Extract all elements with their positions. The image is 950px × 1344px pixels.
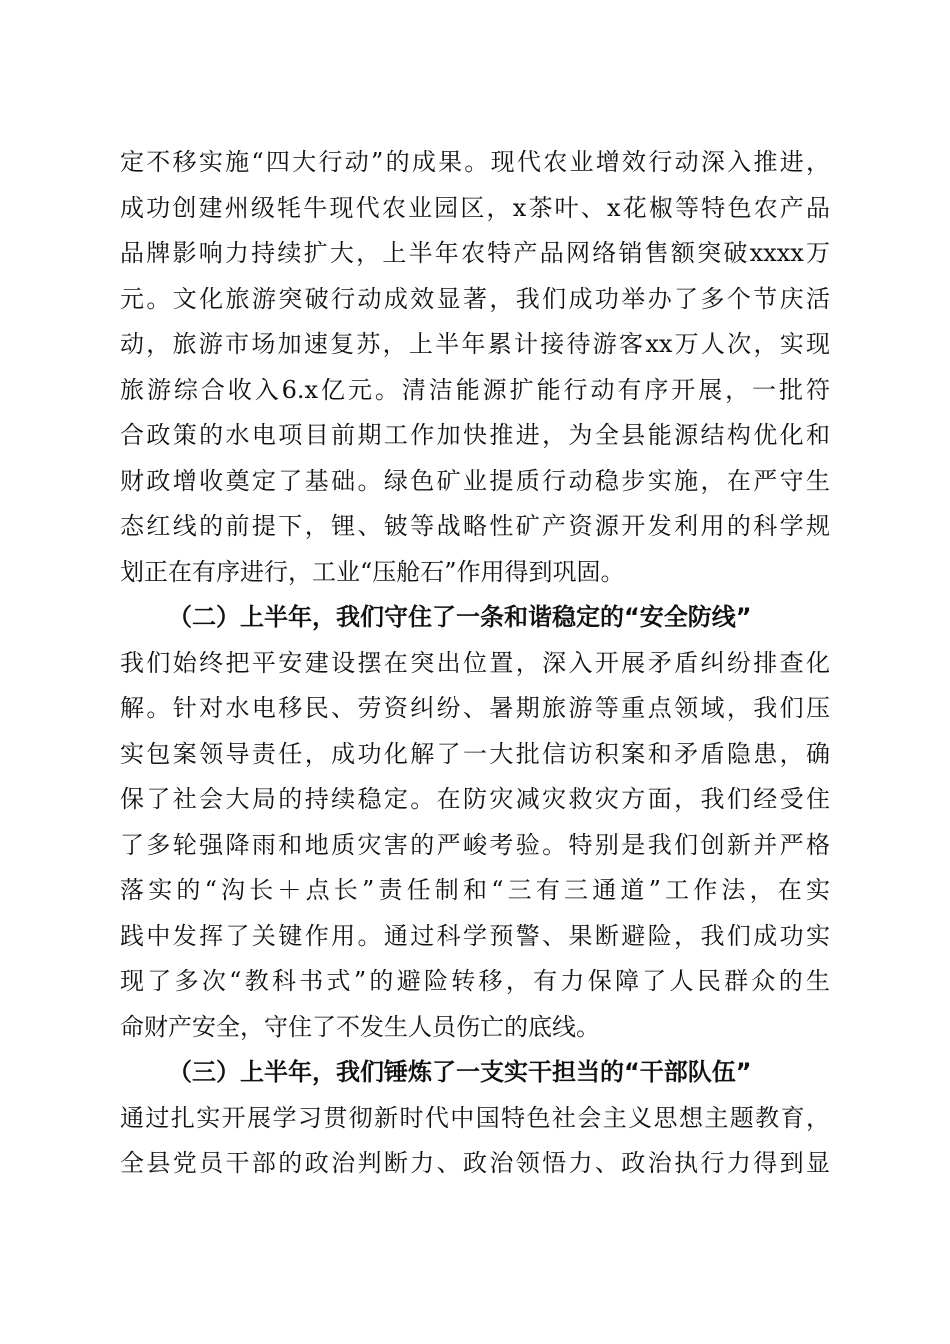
text-line: 定不移实施“四大行动”的成果。现代农业增效行动深入推进， (120, 148, 830, 176)
text-line: 通过扎实开展学习贯彻新时代中国特色社会主义思想主题教育， (120, 1103, 830, 1132)
text-line: 解。针对水电移民、劳资纠纷、暑期旅游等重点领域，我们压 (120, 694, 830, 722)
text-line: 态红线的前提下，锂、铍等战略性矿产资源开发利用的科学规 (120, 512, 830, 540)
text-line: 实包案领导责任，成功化解了一大批信访积案和矛盾隐患，确 (120, 739, 830, 768)
paragraph-security (120, 641, 830, 1051)
document-body (120, 140, 830, 1187)
text-line: 命财产安全，守住了不发生人员伤亡的底线。 (120, 1012, 600, 1041)
paragraph-four-actions (120, 140, 830, 595)
section-heading-cadres: （三）上半年，我们锤炼了一支实干担当的“干部队伍” (168, 1058, 752, 1086)
text-line: 成功创建州级牦牛现代农业园区，x茶叶、x花椒等特色农产品 (120, 193, 830, 222)
text-line: 现了多次“教科书式”的避险转移，有力保障了人民群众的生 (120, 967, 830, 995)
text-line: 划正在有序进行，工业“压舱石”作用得到巩固。 (120, 557, 625, 586)
text-line: 元。文化旅游突破行动成效显著，我们成功举办了多个节庆活 (120, 284, 830, 313)
text-line: 我们始终把平安建设摆在突出位置，深入开展矛盾纠纷排查化 (120, 648, 830, 677)
section-heading-security: （二）上半年，我们守住了一条和谐稳定的“安全防线” (168, 603, 752, 631)
text-line: 动，旅游市场加速复苏，上半年累计接待游客xx万人次，实现 (120, 330, 830, 358)
text-line: 了多轮强降雨和地质灾害的严峻考验。特别是我们创新并严格 (120, 830, 830, 859)
text-line: 合政策的水电项目前期工作加快推进，为全县能源结构优化和 (120, 421, 830, 449)
text-line: 保了社会大局的持续稳定。在防灾减灾救灾方面，我们经受住 (120, 785, 830, 813)
text-line: 财政增收奠定了基础。绿色矿业提质行动稳步实施，在严守生 (120, 466, 830, 495)
text-line: 全县党员干部的政治判断力、政治领悟力、政治执行力得到显 (120, 1149, 830, 1177)
text-line: 落实的“沟长＋点长”责任制和“三有三通道”工作法，在实 (120, 876, 830, 904)
text-line: 旅游综合收入6.x亿元。清洁能源扩能行动有序开展，一批符 (120, 375, 830, 404)
text-line: 践中发挥了关键作用。通过科学预警、果断避险，我们成功实 (120, 921, 830, 950)
text-line: 品牌影响力持续扩大，上半年农特产品网络销售额突破xxxx万 (120, 239, 830, 267)
paragraph-cadres (120, 1096, 830, 1187)
